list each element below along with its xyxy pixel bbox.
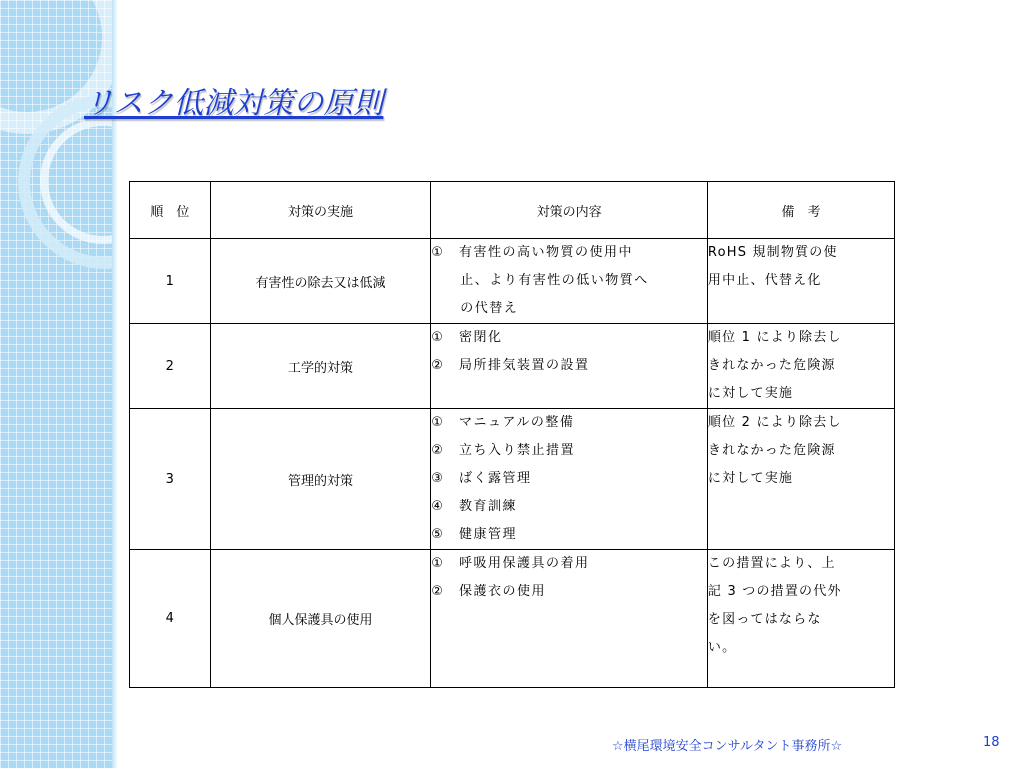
- table-header-row: [130, 182, 895, 239]
- remark-line: に対して実施: [707, 386, 794, 401]
- table-row: [130, 409, 895, 550]
- content-line: ① 密閉化: [431, 330, 503, 345]
- content-line: ② 保護衣の使用: [431, 584, 546, 599]
- content-line: ① 呼吸用保護具の着用: [431, 556, 590, 571]
- content-line: 止、より有害性の低い物質へ: [431, 273, 649, 288]
- rank-cell: 1: [130, 239, 211, 324]
- header-content: 対策の内容: [431, 182, 708, 239]
- footer-company: ☆横尾環境安全コンサルタント事務所☆: [612, 739, 843, 754]
- content-cell: [431, 550, 708, 688]
- slide-title: リスク低減対策の原則: [84, 86, 384, 121]
- page-number: 18: [983, 735, 1000, 750]
- measure-cell: 有害性の除去又は低減: [210, 239, 431, 324]
- content-line: ③ ばく露管理: [431, 471, 532, 486]
- remark-line: 記 3 つの措置の代外: [707, 584, 842, 599]
- measure-cell: 管理的対策: [210, 409, 431, 550]
- rank-cell: 4: [130, 550, 211, 688]
- content-line: ① 有害性の高い物質の使用中: [431, 245, 633, 260]
- table-row: [130, 550, 895, 688]
- remark-line: に対して実施: [707, 471, 794, 486]
- remark-line: RoHS 規制物質の使: [707, 245, 838, 260]
- content-line: ② 局所排気装置の設置: [431, 358, 590, 373]
- content-line: ④ 教育訓練: [431, 499, 517, 514]
- remark-line: 用中止、代替え化: [707, 273, 822, 288]
- measure-cell: 工学的対策: [210, 324, 431, 409]
- remark-cell: [707, 550, 894, 688]
- rank-cell: 2: [130, 324, 211, 409]
- remark-line: を図ってはならな: [707, 612, 822, 627]
- table-row: [130, 239, 895, 324]
- risk-reduction-table: [129, 181, 895, 688]
- remark-line: 順位 1 により除去し: [707, 330, 842, 345]
- header-remark: 備 考: [707, 182, 894, 239]
- table-row: [130, 324, 895, 409]
- content-line: の代替え: [431, 301, 519, 316]
- remark-line: この措置により、上: [707, 556, 836, 571]
- remark-cell: [707, 409, 894, 550]
- content-cell: [431, 239, 708, 324]
- rank-cell: 3: [130, 409, 211, 550]
- content-cell: [431, 324, 708, 409]
- content-line: ⑤ 健康管理: [431, 527, 517, 542]
- content-line: ① マニュアルの整備: [431, 415, 575, 430]
- remark-line: きれなかった危険源: [707, 358, 836, 373]
- content-cell: [431, 409, 708, 550]
- content-line: ② 立ち入り禁止措置: [431, 443, 575, 458]
- remark-line: 順位 2 により除去し: [707, 415, 842, 430]
- header-rank: 順 位: [130, 182, 211, 239]
- measure-cell: 個人保護具の使用: [210, 550, 431, 688]
- header-measure: 対策の実施: [210, 182, 431, 239]
- remark-cell: [707, 239, 894, 324]
- remark-line: きれなかった危険源: [707, 443, 836, 458]
- remark-line: い。: [707, 640, 737, 655]
- remark-cell: [707, 324, 894, 409]
